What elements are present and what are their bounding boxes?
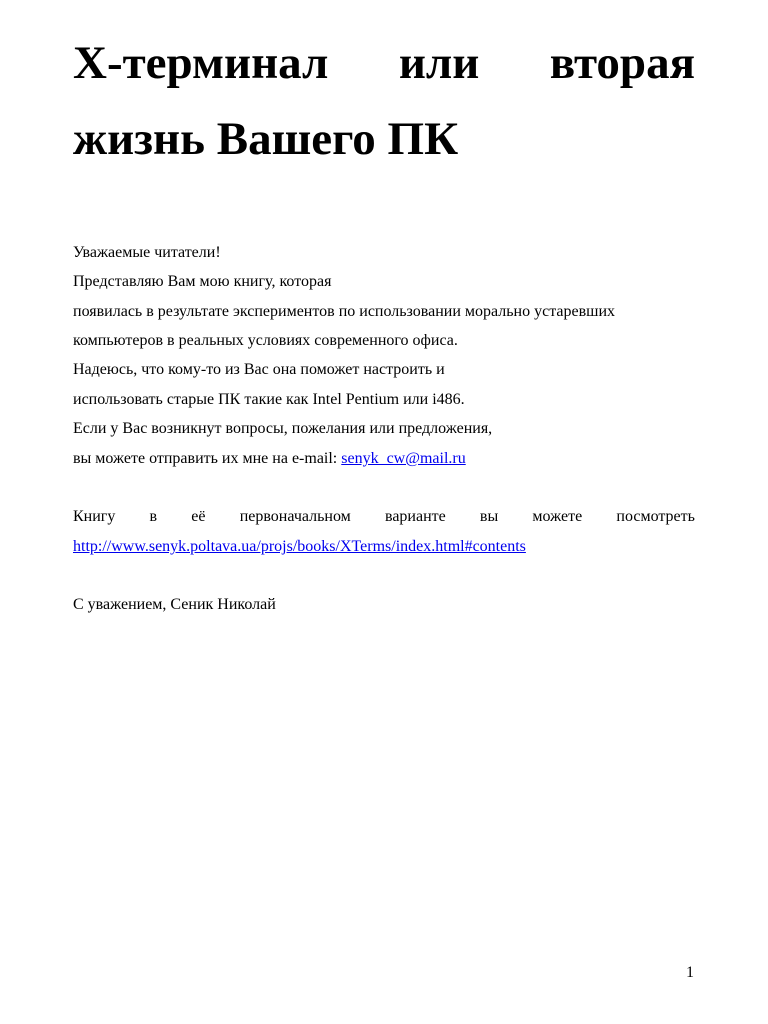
- email-link[interactable]: senyk_cw@mail.ru: [341, 450, 466, 467]
- book-intro-word: варианте: [384, 508, 446, 525]
- book-intro-word: в: [149, 508, 158, 525]
- body-line-5-mid: или: [399, 391, 433, 408]
- book-intro-word: первоначальном: [239, 508, 351, 525]
- body-line-1: Представляю Вам мою книгу, которая: [73, 273, 332, 290]
- book-url-link[interactable]: http://www.senyk.poltava.ua/projs/books/XTerms/index.html#contents: [73, 538, 526, 555]
- book-intro-word: посмотреть: [616, 508, 695, 525]
- book-intro-word: вы: [479, 508, 499, 525]
- body-line-5: [73, 390, 465, 410]
- email-label: e-mail:: [291, 450, 342, 467]
- title-word-ili: или: [398, 37, 480, 89]
- body-line-7-prefix: вы можете отправить их мне на: [73, 450, 292, 467]
- body-line-7: [73, 449, 466, 469]
- book-link-intro: [73, 507, 695, 527]
- cpu-name: i486.: [432, 391, 465, 408]
- document-page: [73, 0, 695, 1024]
- title-line-2: жизнь Вашего ПК: [73, 113, 459, 165]
- title-word-x-terminal: X-терминал: [73, 37, 329, 89]
- book-intro-word: можете: [532, 508, 583, 525]
- book-intro-word: Книгу: [73, 508, 116, 525]
- body-line-3: компьютеров в реальных условиях современного офиса.: [73, 332, 458, 349]
- book-url-line: [73, 537, 526, 557]
- title-word-vtoraya: вторая: [549, 37, 695, 89]
- body-line-2: появилась в результате экспериментов по использовании морально устаревших: [73, 303, 616, 320]
- page-number: 1: [686, 964, 694, 981]
- greeting: Уважаемые читатели!: [73, 244, 221, 261]
- book-intro-word: её: [191, 508, 206, 525]
- body-line-4: Надеюсь, что кому-то из Вас она поможет настроить и: [73, 361, 445, 378]
- title-line-1: [73, 37, 695, 89]
- body-line-6: Если у Вас возникнут вопросы, пожелания или предложения,: [73, 420, 493, 437]
- product-name: Intel Pentium: [312, 391, 400, 408]
- body-line-5-prefix: использовать старые ПК такие как: [73, 391, 313, 408]
- signature: С уважением, Сеник Николай: [73, 596, 276, 613]
